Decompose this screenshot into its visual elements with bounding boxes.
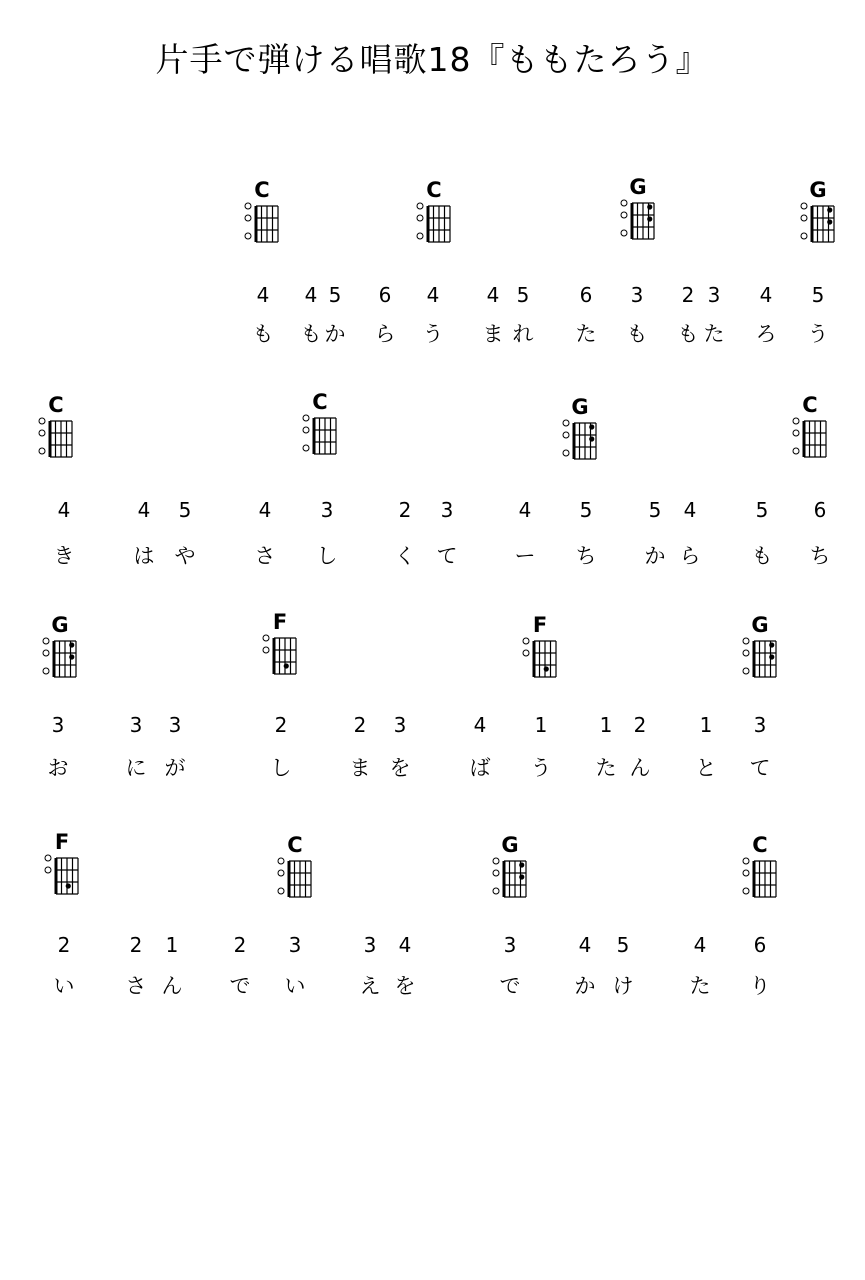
note-number: 4: [137, 498, 151, 522]
lyric-syllable: い: [53, 974, 75, 998]
note-number: 5: [616, 933, 630, 957]
chord-name: F: [532, 613, 548, 637]
note-number: 4: [486, 283, 500, 307]
note-number: 4: [426, 283, 440, 307]
chord-name: C: [312, 390, 328, 414]
note-number: 3: [129, 713, 143, 737]
note-number: 2: [681, 283, 695, 307]
chord-diagram: [32, 854, 88, 902]
lyric-syllable: ん: [629, 756, 651, 780]
note-number: 5: [328, 283, 342, 307]
lyric-syllable: う: [530, 756, 552, 780]
lyric-syllable: が: [164, 756, 186, 780]
note-number: 6: [753, 933, 767, 957]
chord-name: G: [751, 613, 769, 637]
chord-diagram: [26, 417, 82, 465]
lyric-syllable: た: [689, 974, 711, 998]
chord-diagram: [730, 637, 786, 685]
chord-name: G: [501, 833, 519, 857]
chord-diagram: [250, 634, 306, 682]
chord-name: C: [254, 178, 270, 202]
note-number: 6: [378, 283, 392, 307]
note-number: 3: [168, 713, 182, 737]
lyric-syllable: き: [53, 544, 75, 568]
lyric-syllable: し: [270, 756, 292, 780]
chord-diagram: [788, 202, 844, 250]
note-number: 5: [579, 498, 593, 522]
note-number: 5: [755, 498, 769, 522]
note-number: 3: [51, 713, 65, 737]
lyric-syllable: く: [394, 544, 416, 568]
lyric-syllable: も: [751, 544, 773, 568]
note-number: 5: [178, 498, 192, 522]
note-number: 4: [759, 283, 773, 307]
lyric-syllable: さ: [125, 974, 147, 998]
lyric-syllable: さ: [254, 544, 276, 568]
chord-name: G: [51, 613, 69, 637]
lyric-syllable: は: [133, 544, 155, 568]
note-number: 4: [518, 498, 532, 522]
chord-diagram: [730, 857, 786, 905]
chord-diagram: [510, 637, 566, 685]
chord-name: C: [48, 393, 64, 417]
note-number: 2: [398, 498, 412, 522]
note-number: 4: [258, 498, 272, 522]
note-number: 3: [440, 498, 454, 522]
lyric-syllable: に: [125, 756, 147, 780]
lyric-syllable: け: [612, 974, 634, 998]
note-number: 1: [699, 713, 713, 737]
lyric-syllable: ま: [349, 756, 371, 780]
lyric-syllable: ば: [469, 756, 491, 780]
lyric-syllable: を: [389, 756, 411, 780]
lyric-syllable: か: [574, 974, 596, 998]
lyric-syllable: え: [359, 974, 381, 998]
note-number: 3: [363, 933, 377, 957]
note-number: 2: [353, 713, 367, 737]
note-number: 4: [578, 933, 592, 957]
note-number: 5: [811, 283, 825, 307]
note-number: 2: [233, 933, 247, 957]
note-number: 1: [534, 713, 548, 737]
chord-name: C: [287, 833, 303, 857]
lyric-syllable: ち: [809, 544, 831, 568]
chord-diagram: [608, 199, 664, 247]
lyric-syllable: か: [324, 322, 346, 346]
chord-diagram: [780, 417, 836, 465]
note-number: 2: [274, 713, 288, 737]
note-number: 2: [57, 933, 71, 957]
lyric-syllable: を: [394, 974, 416, 998]
note-number: 3: [503, 933, 517, 957]
lyric-syllable: て: [436, 544, 458, 568]
lyric-syllable: か: [644, 544, 666, 568]
lyric-syllable: で: [499, 974, 521, 998]
lyric-syllable: で: [229, 974, 251, 998]
note-number: 4: [57, 498, 71, 522]
lyric-syllable: ろ: [755, 322, 777, 346]
note-number: 3: [320, 498, 334, 522]
lyric-syllable: ー: [514, 544, 536, 568]
note-number: 3: [393, 713, 407, 737]
note-number: 4: [398, 933, 412, 957]
lyric-syllable: も: [626, 322, 648, 346]
lyric-syllable: ら: [374, 322, 396, 346]
lyric-syllable: ら: [679, 544, 701, 568]
lyric-syllable: も: [300, 322, 322, 346]
chord-name: C: [802, 393, 818, 417]
lyric-syllable: れ: [512, 322, 534, 346]
chord-name: C: [426, 178, 442, 202]
note-number: 6: [579, 283, 593, 307]
lyric-syllable: し: [316, 544, 338, 568]
lyric-syllable: た: [575, 322, 597, 346]
note-number: 3: [707, 283, 721, 307]
chord-diagram: [30, 637, 86, 685]
chord-diagram: [550, 419, 606, 467]
chord-diagram: [480, 857, 536, 905]
note-number: 3: [630, 283, 644, 307]
lyric-syllable: い: [284, 974, 306, 998]
chord-name: F: [272, 610, 288, 634]
lyric-syllable: り: [749, 974, 771, 998]
lyric-syllable: ま: [482, 322, 504, 346]
note-number: 3: [753, 713, 767, 737]
lyric-syllable: た: [595, 756, 617, 780]
lyric-syllable: と: [695, 756, 717, 780]
note-number: 1: [599, 713, 613, 737]
lyric-syllable: た: [703, 322, 725, 346]
note-number: 5: [516, 283, 530, 307]
chord-name: G: [571, 395, 589, 419]
lyric-syllable: も: [677, 322, 699, 346]
note-number: 2: [129, 933, 143, 957]
note-number: 4: [304, 283, 318, 307]
note-number: 3: [288, 933, 302, 957]
note-number: 6: [813, 498, 827, 522]
note-number: 4: [683, 498, 697, 522]
lyric-syllable: や: [174, 544, 196, 568]
lyric-syllable: う: [807, 322, 829, 346]
note-number: 1: [165, 933, 179, 957]
chord-name: G: [629, 175, 647, 199]
chord-diagram: [232, 202, 288, 250]
note-number: 5: [648, 498, 662, 522]
chord-name: C: [752, 833, 768, 857]
lyric-syllable: ち: [575, 544, 597, 568]
lyric-syllable: ん: [161, 974, 183, 998]
page-title: 片手で弾ける唱歌18『ももたろう』: [155, 40, 710, 79]
chord-diagram: [404, 202, 460, 250]
chord-name: F: [54, 830, 70, 854]
note-number: 4: [693, 933, 707, 957]
chord-diagram: [290, 414, 346, 462]
lyric-syllable: お: [47, 756, 69, 780]
note-number: 4: [473, 713, 487, 737]
chord-diagram: [265, 857, 321, 905]
lyric-syllable: も: [252, 322, 274, 346]
lyric-syllable: う: [422, 322, 444, 346]
note-number: 4: [256, 283, 270, 307]
lyric-syllable: て: [749, 756, 771, 780]
note-number: 2: [633, 713, 647, 737]
chord-name: G: [809, 178, 827, 202]
